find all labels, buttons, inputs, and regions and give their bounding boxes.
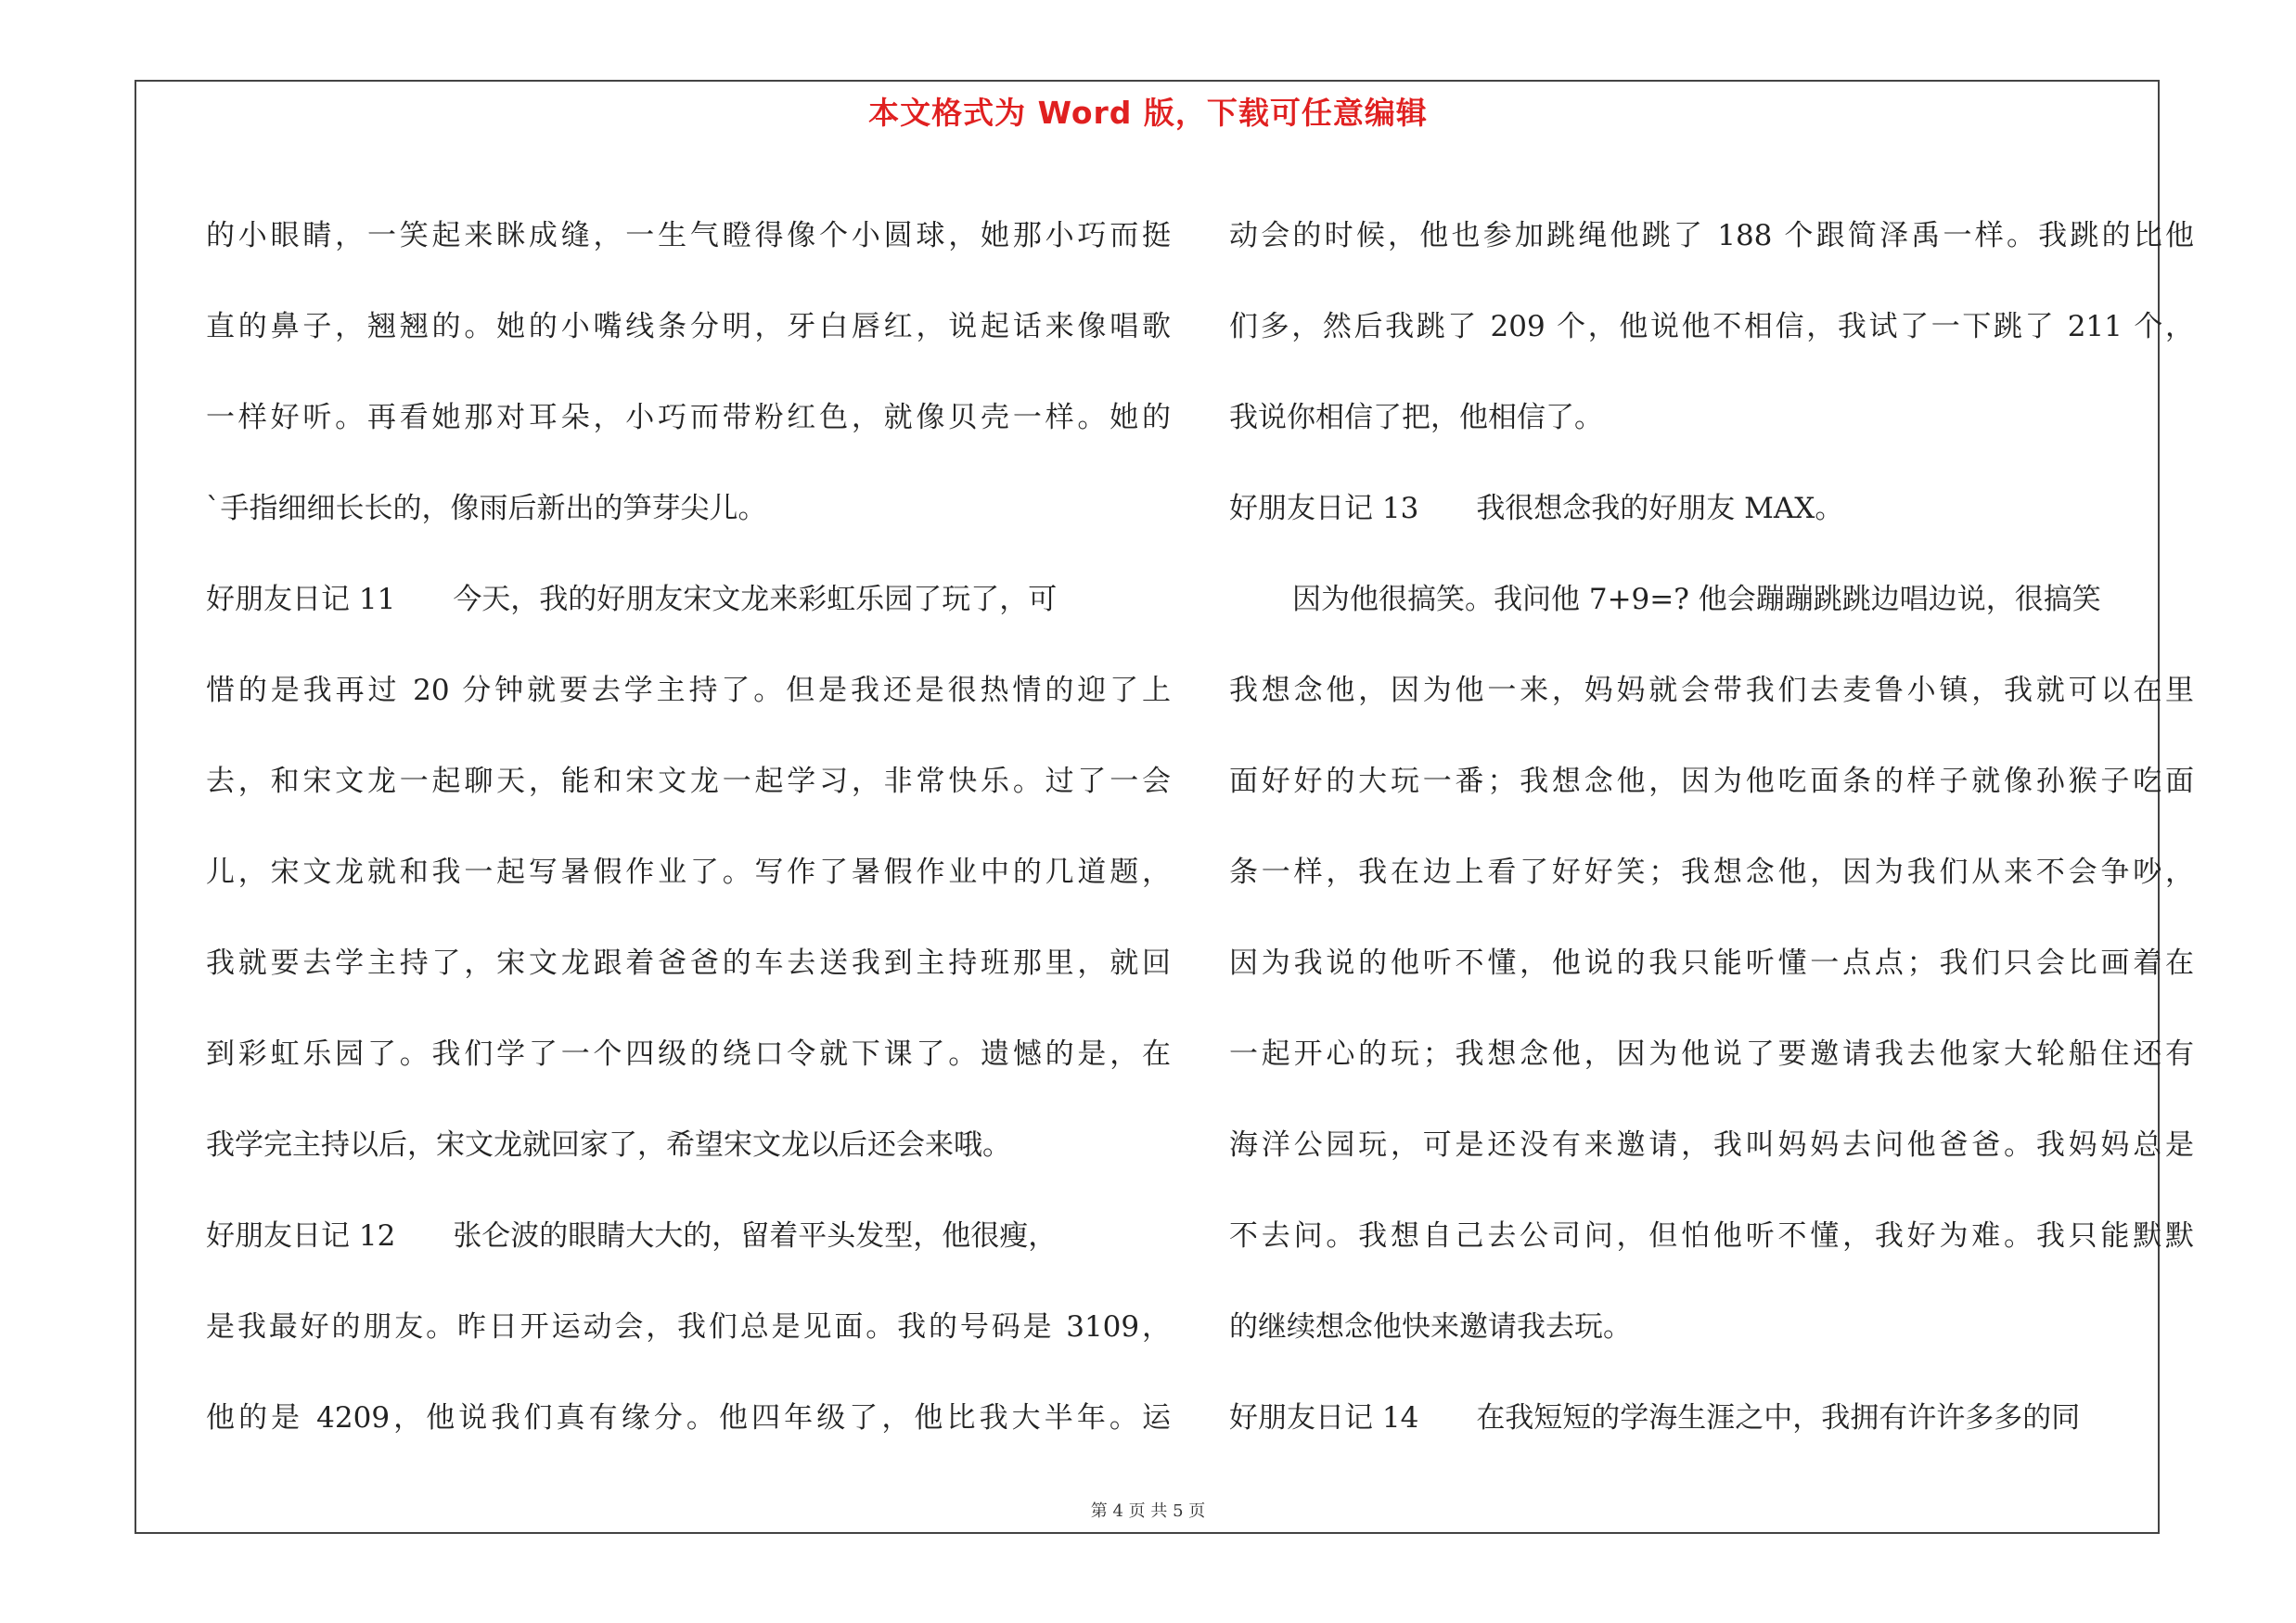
entry-14-first-text: 在我短短的学海生涯之中，我拥有许许多多的同 — [1476, 1401, 2081, 1435]
text-line: 一样好听。再看她那对耳朵，小巧而带粉红色，就像贝壳一样。她的 — [206, 401, 1171, 434]
entry-11-title: 好朋友日记 11 — [206, 583, 396, 616]
text-line: 们多，然后我跳了 209 个，他说他不相信，我试了一下跳了 211 个， — [1229, 310, 2194, 343]
text-line: `手指细细长长的，像雨后新出的笋芽尖儿。 — [206, 492, 767, 525]
word-format-banner: 本文格式为 Word 版，下载可任意编辑 — [868, 95, 1428, 131]
entry-11-first-text: 今天，我的好朋友宋文龙来彩虹乐园了玩了，可 — [453, 583, 1058, 616]
entry-13-title: 好朋友日记 13 — [1229, 492, 1419, 525]
text-line: 的继续想念他快来邀请我去玩。 — [1229, 1310, 1632, 1344]
text-line: 他的是 4209，他说我们真有缘分。他四年级了，他比我大半年。运 — [206, 1401, 1171, 1435]
text-line: 面好好的大玩一番；我想念他，因为他吃面条的样子就像孙猴子吃面 — [1229, 765, 2194, 798]
entry-11-heading-line — [206, 554, 1171, 645]
text-line: 动会的时候，他也参加跳绳他跳了 188 个跟简泽禹一样。我跳的比他 — [1229, 219, 2194, 252]
entry-12-heading-line — [206, 1191, 1171, 1282]
entry-12-title: 好朋友日记 12 — [206, 1219, 396, 1253]
text-line: 惜的是我再过 20 分钟就要去学主持了。但是我还是很热情的迎了上 — [206, 674, 1171, 707]
text-line: 是我最好的朋友。昨日开运动会，我们总是见面。我的号码是 3109， — [206, 1310, 1171, 1344]
text-line: 我说你相信了把，他相信了。 — [1229, 401, 1603, 434]
entry-12-first-text: 张仑波的眼睛大大的，留着平头发型，他很瘦， — [453, 1219, 1058, 1253]
left-column — [206, 190, 1171, 1463]
text-line: 我想念他，因为他一来，妈妈就会带我们去麦鲁小镇，我就可以在里 — [1229, 674, 2194, 707]
page-number: 第 4 页 共 5 页 — [1090, 1501, 1206, 1521]
text-line: 因为他很搞笑。我问他 7+9=? 他会蹦蹦跳跳边唱边说，很搞笑 — [1292, 583, 2101, 616]
text-line: 因为我说的他听不懂，他说的我只能听懂一点点；我们只会比画着在 — [1229, 947, 2194, 980]
text-line: 到彩虹乐园了。我们学了一个四级的绕口令就下课了。遗憾的是，在 — [206, 1037, 1171, 1071]
text-line: 直的鼻子，翘翘的。她的小嘴线条分明，牙白唇红，说起话来像唱歌 — [206, 310, 1171, 343]
entry-13-heading-line — [1229, 463, 2194, 554]
entry-13-first-text: 我很想念我的好朋友 MAX。 — [1476, 492, 1844, 525]
text-line: 条一样，我在边上看了好好笑；我想念他，因为我们从来不会争吵， — [1229, 856, 2194, 889]
text-line: 不去问。我想自己去公司问，但怕他听不懂，我好为难。我只能默默 — [1229, 1219, 2194, 1253]
entry-14-title: 好朋友日记 14 — [1229, 1401, 1419, 1435]
right-column — [1229, 190, 2194, 1463]
text-line: 海洋公园玩，可是还没有来邀请，我叫妈妈去问他爸爸。我妈妈总是 — [1229, 1128, 2194, 1162]
text-line: 儿，宋文龙就和我一起写暑假作业了。写作了暑假作业中的几道题， — [206, 856, 1171, 889]
text-line: 去，和宋文龙一起聊天，能和宋文龙一起学习，非常快乐。过了一会 — [206, 765, 1171, 798]
text-line: 我学完主持以后，宋文龙就回家了，希望宋文龙以后还会来哦。 — [206, 1128, 1011, 1162]
entry-14-heading-line — [1229, 1372, 2194, 1463]
text-line: 一起开心的玩；我想念他，因为他说了要邀请我去他家大轮船住还有 — [1229, 1037, 2194, 1071]
text-line: 的小眼睛，一笑起来眯成缝，一生气瞪得像个小圆球，她那小巧而挺 — [206, 219, 1171, 252]
text-line: 我就要去学主持了，宋文龙跟着爸爸的车去送我到主持班那里，就回 — [206, 947, 1171, 980]
